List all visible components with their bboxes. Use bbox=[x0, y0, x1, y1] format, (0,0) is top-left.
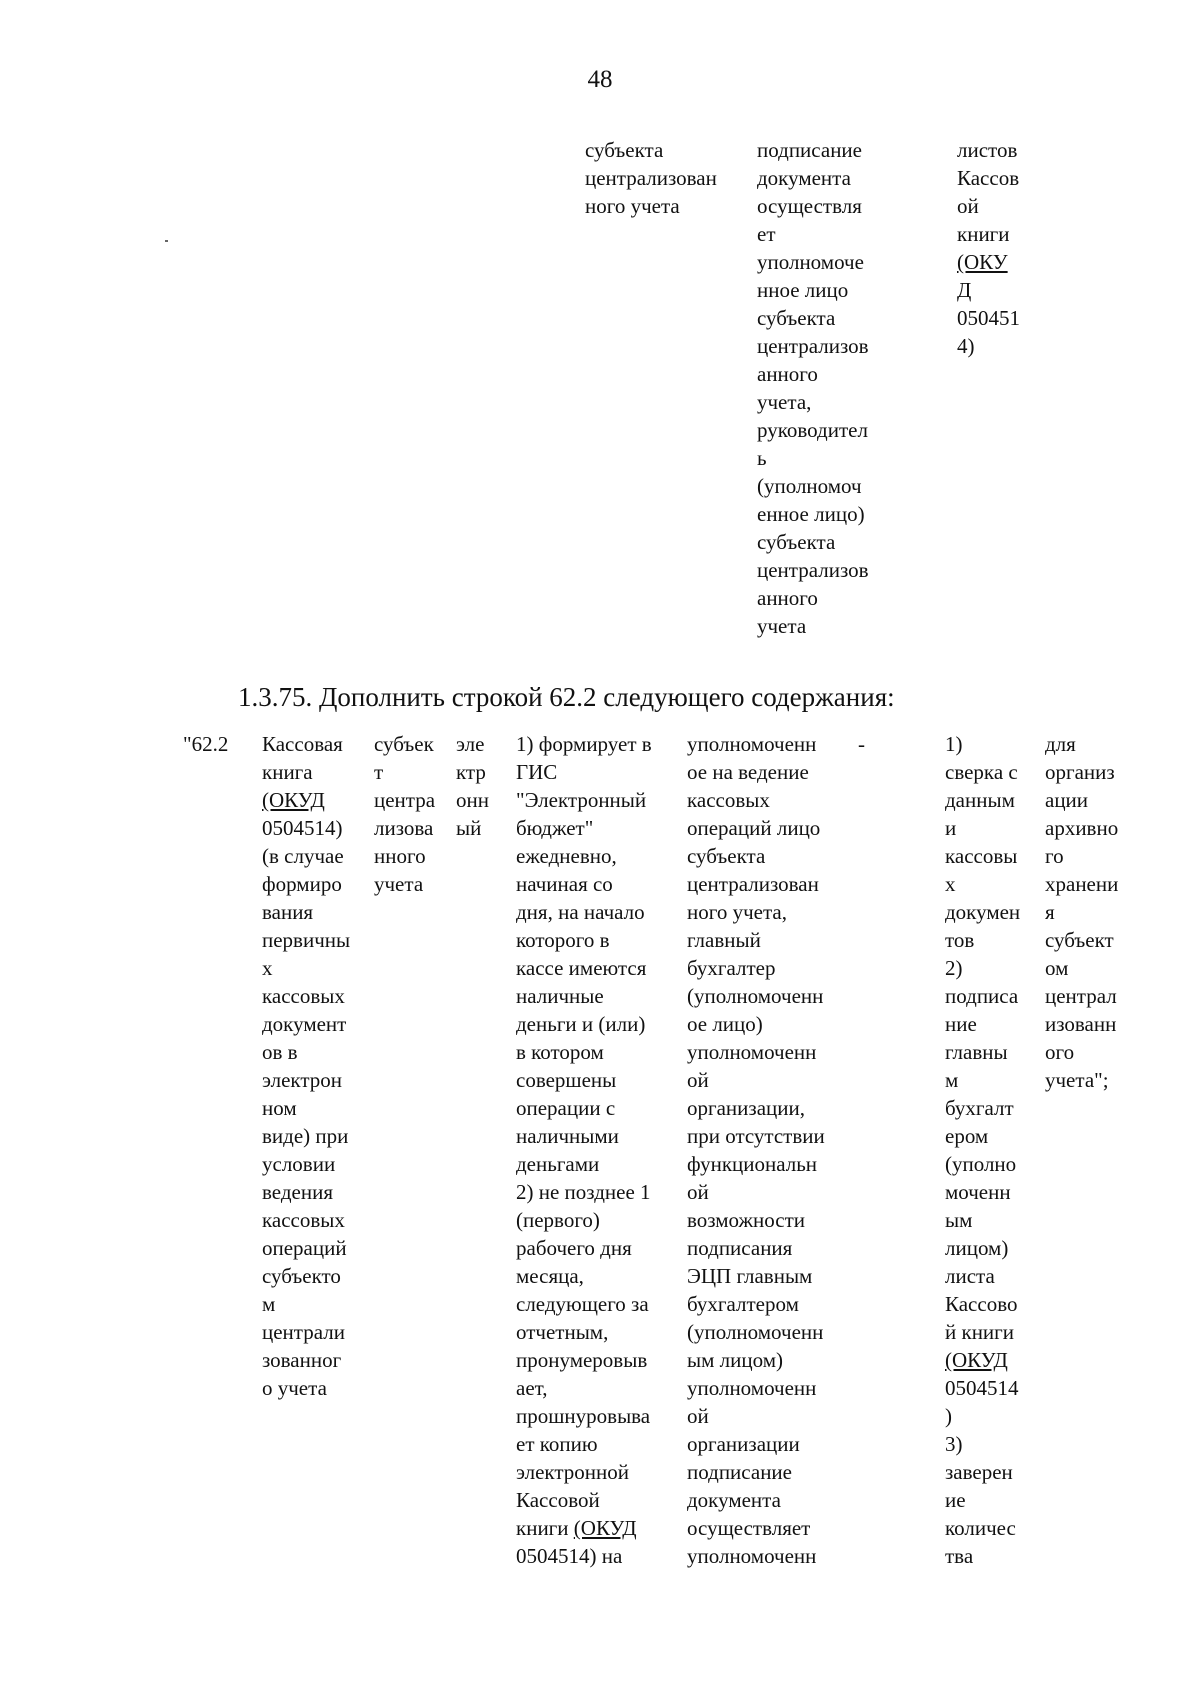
cell-line: лизова bbox=[374, 816, 434, 840]
cell-line: подписание bbox=[757, 138, 862, 162]
cell-line: организ bbox=[1045, 760, 1115, 784]
cell-line: пронумеровыв bbox=[516, 1348, 648, 1372]
cell-line: бухгалтер bbox=[687, 956, 776, 980]
cell-line: онн bbox=[456, 788, 489, 812]
page-number: 48 bbox=[587, 66, 613, 93]
cell-line: субъекто bbox=[262, 1264, 341, 1288]
cell-line: ое лицо) bbox=[687, 1012, 763, 1036]
cell-line: субъекта bbox=[585, 138, 664, 162]
cell-line: при отсутствии bbox=[687, 1124, 825, 1148]
cell-line: подписа bbox=[945, 984, 1019, 1008]
cell-line: операций лицо bbox=[687, 816, 821, 840]
cell-line: ером bbox=[945, 1124, 989, 1148]
cell-line: зованног bbox=[262, 1348, 342, 1372]
cell-line: ие bbox=[945, 1488, 966, 1512]
cell-line: х bbox=[945, 872, 956, 896]
cell-line: 2) bbox=[945, 956, 963, 980]
cell-line: наличными bbox=[516, 1124, 619, 1148]
cell-line: уполномоче bbox=[757, 250, 864, 274]
entity-column bbox=[374, 730, 435, 898]
cell-line: (уполномоченн bbox=[687, 1320, 824, 1344]
cell-line: уполномоченн bbox=[687, 1376, 817, 1400]
cell-line: ет bbox=[757, 222, 776, 246]
cell-line: документ bbox=[262, 1012, 347, 1036]
cell-line: ое на ведение bbox=[687, 760, 809, 784]
cell-line: 3) bbox=[945, 1432, 963, 1456]
cell-line: документа bbox=[757, 166, 851, 190]
cell-line: условии bbox=[262, 1152, 336, 1176]
cell-line: "Электронный bbox=[516, 788, 647, 812]
cell-line: централизов bbox=[757, 558, 869, 582]
cell-line: ведения bbox=[262, 1180, 333, 1204]
cell-line: ь bbox=[757, 446, 767, 470]
cell-line: ние bbox=[945, 1012, 977, 1036]
cell-line: кассовых bbox=[687, 788, 770, 812]
cell-line: вания bbox=[262, 900, 314, 924]
cell-line: Кассовая bbox=[262, 732, 343, 756]
cell-line: м bbox=[945, 1068, 959, 1092]
cell-line: главны bbox=[945, 1040, 1008, 1064]
cell-line: сверка с bbox=[945, 760, 1018, 784]
cell-line: бухгалт bbox=[945, 1096, 1014, 1120]
cell-line: уполномоченн bbox=[687, 732, 817, 756]
cell-line: 1) формирует в bbox=[516, 732, 652, 756]
cell-line: ного учета, bbox=[687, 900, 787, 924]
cell-line: 1) bbox=[945, 732, 963, 756]
cell-line: Кассовой bbox=[516, 1488, 600, 1512]
cell-line: кассовых bbox=[262, 1208, 345, 1232]
row-number: "62.2 bbox=[183, 732, 229, 756]
cell-line: операций bbox=[262, 1236, 347, 1260]
cell-line: я bbox=[1045, 900, 1055, 924]
cell-line: субъекта bbox=[757, 306, 836, 330]
cell-line: м bbox=[262, 1292, 276, 1316]
cell-line: (ОКУ bbox=[957, 250, 1008, 274]
cell-line: электронной bbox=[516, 1460, 630, 1484]
cell-line: ации bbox=[1045, 788, 1089, 812]
cell-line: анного bbox=[757, 586, 818, 610]
cell-line: учета bbox=[374, 872, 424, 896]
cell-line: отчетным, bbox=[516, 1320, 609, 1344]
cell-line: ) bbox=[945, 1404, 952, 1428]
cell-line: осуществляет bbox=[687, 1516, 811, 1540]
purpose-column bbox=[1045, 730, 1118, 1094]
cell-line: совершены bbox=[516, 1068, 617, 1092]
cell-line: 0504514) bbox=[262, 816, 343, 840]
cell-line: организации, bbox=[687, 1096, 805, 1120]
cell-line: (уполно bbox=[945, 1152, 1017, 1176]
responsible-column bbox=[687, 730, 825, 1570]
cell-line: операции с bbox=[516, 1096, 616, 1120]
cell-line: прошнуровыва bbox=[516, 1404, 651, 1428]
procedure-column bbox=[516, 730, 652, 1570]
cell-line: изованн bbox=[1045, 1012, 1117, 1036]
cell-line: ым bbox=[945, 1208, 973, 1232]
cell-line: нного bbox=[374, 844, 426, 868]
cell-line: ый bbox=[456, 816, 482, 840]
cell-line: го bbox=[1045, 844, 1064, 868]
cell-line: и bbox=[945, 816, 957, 840]
cell-line: (уполномоч bbox=[757, 474, 862, 498]
cell-line: й книги bbox=[945, 1320, 1015, 1344]
cell-line: 0504514 bbox=[945, 1376, 1019, 1400]
cell-line: ном bbox=[262, 1096, 297, 1120]
cell-line: х bbox=[262, 956, 273, 980]
cell-line: 050451 bbox=[957, 306, 1020, 330]
cell-line: централ bbox=[1045, 984, 1117, 1008]
cell-line: учета bbox=[757, 614, 807, 638]
cell-line: количес bbox=[945, 1516, 1016, 1540]
cell-line: листа bbox=[945, 1264, 995, 1288]
cell-line: (уполномоченн bbox=[687, 984, 824, 1008]
cell-line: книга bbox=[262, 760, 313, 784]
cell-line: 4) bbox=[957, 334, 975, 358]
scan-speck bbox=[165, 240, 168, 242]
cell-line: листов bbox=[957, 138, 1018, 162]
cell-line: лицом) bbox=[945, 1236, 1009, 1260]
cell-line: ом bbox=[1045, 956, 1069, 980]
cell-line: ГИС bbox=[516, 760, 558, 784]
cell-line: ого bbox=[1045, 1040, 1075, 1064]
continued-signing-column bbox=[757, 136, 869, 640]
cell-line: возможности bbox=[687, 1208, 806, 1232]
cell-line: следующего за bbox=[516, 1292, 649, 1316]
cell-line: подписания bbox=[687, 1236, 793, 1260]
cell-line: т bbox=[374, 760, 384, 784]
actions-column bbox=[945, 730, 1020, 1570]
cell-line: тва bbox=[945, 1544, 974, 1568]
cell-line: книги bbox=[957, 222, 1010, 246]
cell-line: виде) при bbox=[262, 1124, 349, 1148]
cell-line: ного учета bbox=[585, 194, 680, 218]
cell-line: ктр bbox=[456, 760, 486, 784]
cell-line: деньгами bbox=[516, 1152, 600, 1176]
cell-line: ет копию bbox=[516, 1432, 598, 1456]
cell-line: субъекта bbox=[687, 844, 766, 868]
cell-line: о учета bbox=[262, 1376, 327, 1400]
cell-line: осуществля bbox=[757, 194, 862, 218]
cell-line: уполномоченн bbox=[687, 1040, 817, 1064]
empty-cell-dash: - bbox=[858, 732, 865, 756]
cell-line: электрон bbox=[262, 1068, 343, 1092]
cell-line: ежедневно, bbox=[516, 844, 617, 868]
cell-line: тов bbox=[945, 928, 975, 952]
cell-line: анного bbox=[757, 362, 818, 386]
cell-line: централизов bbox=[757, 334, 869, 358]
cell-line: которого в bbox=[516, 928, 610, 952]
cell-line: 2) не позднее 1 bbox=[516, 1180, 651, 1204]
cell-line: наличные bbox=[516, 984, 604, 1008]
cell-line: Кассово bbox=[945, 1292, 1018, 1316]
cell-line: эле bbox=[456, 732, 485, 756]
cell-line: документа bbox=[687, 1488, 781, 1512]
cell-line: Д bbox=[957, 278, 972, 302]
cell-line: ает, bbox=[516, 1376, 548, 1400]
continued-subject-column bbox=[585, 136, 717, 220]
cell-line: ой bbox=[957, 194, 979, 218]
cell-line: архивно bbox=[1045, 816, 1119, 840]
cell-line: учета"; bbox=[1045, 1068, 1109, 1092]
amendment-heading: 1.3.75. Дополнить строкой 62.2 следующего содержания: bbox=[238, 682, 895, 712]
cell-line: Кассов bbox=[957, 166, 1020, 190]
cell-line: централи bbox=[262, 1320, 345, 1344]
cell-line: моченн bbox=[945, 1180, 1011, 1204]
cell-line: централизован bbox=[687, 872, 819, 896]
cell-line: ой bbox=[687, 1068, 709, 1092]
cell-line: центра bbox=[374, 788, 436, 812]
cell-line: хранени bbox=[1045, 872, 1119, 896]
cell-line: данным bbox=[945, 788, 1015, 812]
cell-line: для bbox=[1045, 732, 1076, 756]
cell-line: енное лицо) bbox=[757, 502, 865, 526]
cell-line: ой bbox=[687, 1180, 709, 1204]
cell-line: первичны bbox=[262, 928, 351, 952]
cell-line: кассовы bbox=[945, 844, 1018, 868]
cell-line: 0504514) на bbox=[516, 1544, 623, 1568]
cell-line: ой bbox=[687, 1404, 709, 1428]
form-column bbox=[456, 730, 489, 842]
cell-line: организации bbox=[687, 1432, 800, 1456]
cell-line: дня, на начало bbox=[516, 900, 645, 924]
cell-line: кассовых bbox=[262, 984, 345, 1008]
cell-line: рабочего дня bbox=[516, 1236, 632, 1260]
cell-line: субъект bbox=[1045, 928, 1114, 952]
cell-line: ым лицом) bbox=[687, 1348, 783, 1372]
cell-line: бухгалтером bbox=[687, 1292, 799, 1316]
cell-line: в котором bbox=[516, 1040, 604, 1064]
cell-line: формиро bbox=[262, 872, 342, 896]
document-column bbox=[262, 730, 350, 1402]
cell-line: уполномоченн bbox=[687, 1544, 817, 1568]
cell-line: заверен bbox=[945, 1460, 1013, 1484]
cell-line: кассе имеются bbox=[516, 956, 647, 980]
cell-line: субъек bbox=[374, 732, 434, 756]
cell-line: докумен bbox=[945, 900, 1021, 924]
cell-line: функциональн bbox=[687, 1152, 818, 1176]
cell-line: нное лицо bbox=[757, 278, 849, 302]
cell-line: (ОКУД bbox=[262, 788, 325, 812]
cell-line: (ОКУД bbox=[945, 1348, 1008, 1372]
cell-line: подписание bbox=[687, 1460, 792, 1484]
cell-line: ов в bbox=[262, 1040, 298, 1064]
cell-line: централизован bbox=[585, 166, 717, 190]
cell-line: месяца, bbox=[516, 1264, 584, 1288]
cell-line: учета, bbox=[757, 390, 812, 414]
cell-line: главный bbox=[687, 928, 761, 952]
cell-line: субъекта bbox=[757, 530, 836, 554]
cell-line: начиная со bbox=[516, 872, 613, 896]
cell-line: (в случае bbox=[262, 844, 344, 868]
continued-sheets-column bbox=[957, 136, 1020, 360]
cell-line: деньги и (или) bbox=[516, 1012, 646, 1036]
cell-line: ЭЦП главным bbox=[687, 1264, 813, 1288]
cell-line: книги (ОКУД bbox=[516, 1516, 637, 1540]
cell-line: бюджет" bbox=[516, 816, 594, 840]
cell-line: (первого) bbox=[516, 1208, 600, 1232]
cell-line: руководител bbox=[757, 418, 868, 442]
